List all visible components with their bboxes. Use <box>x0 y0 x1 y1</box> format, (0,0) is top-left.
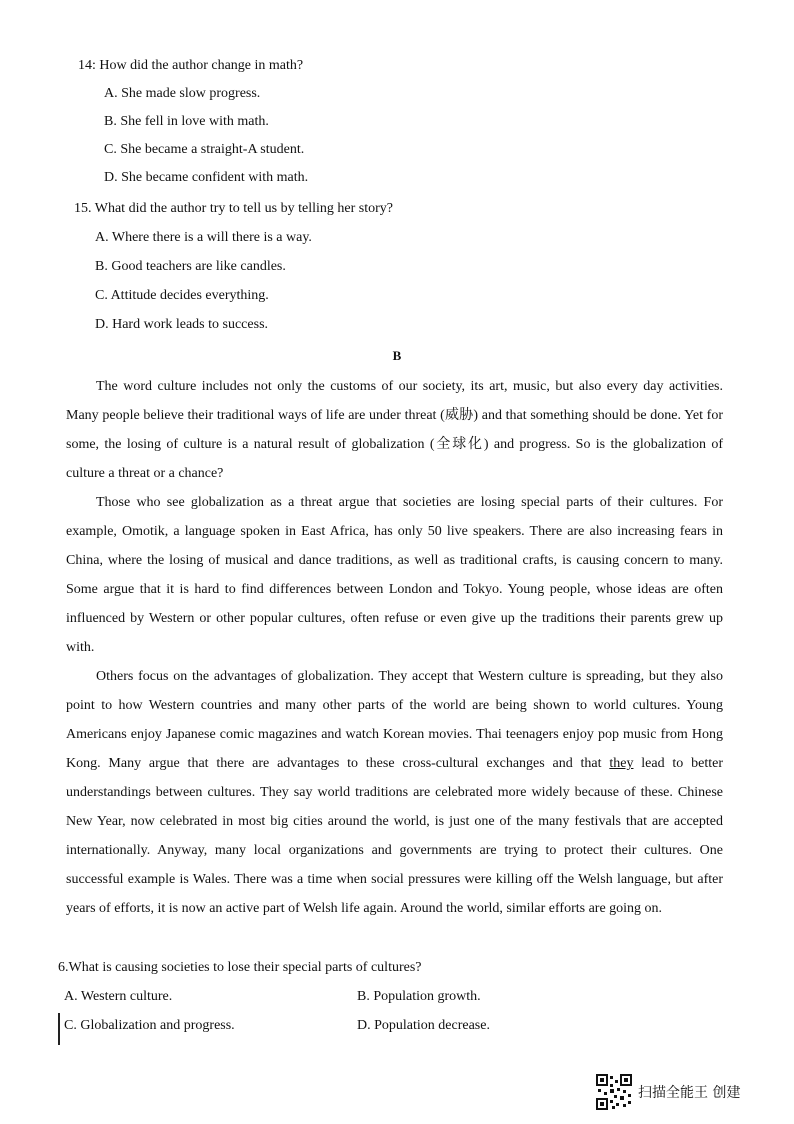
question-15-option-a: A. Where there is a will there is a way. <box>95 230 312 245</box>
passage-paragraph-3-start: Others focus on the advantages of globalization. They accept that Western culture is spreading, but they also point to how Western countries and many other parts of the world are being shown to world cultures. Young Americans enjoy Japanese comic magazines and watch Korean movies. Thai teenagers enjoy pop music from Hong Kong. Many argue that there are advantages to these cross-cultural exchanges and that <box>66 669 723 771</box>
question-14-option-b: B. She fell in love with math. <box>104 114 269 129</box>
question-16-option-a: A. Western culture. <box>64 989 173 1004</box>
question-15-option-d: D. Hard work leads to success. <box>95 317 269 332</box>
question-15-option-c: C. Attitude decides everything. <box>95 288 269 303</box>
qr-code-icon <box>596 1074 632 1110</box>
question-14-option-a: A. She made slow progress. <box>104 86 261 101</box>
scanner-watermark <box>596 1074 740 1110</box>
passage-paragraph-2: Those who see globalization as a threat argue that societies are losing special parts of their cultures. For example, Omotik, a language spoken in East Africa, has only 50 live speakers. There are also increasing fears in China, where the losing of musical and dance traditions, as well as traditional crafts, is causing concern to many. Some argue that it is hard to find differences between London and Tokyo. Young people, whose ideas are often influenced by Western or other popular cultures, often refuse or even give up the traditions their parents grew up with. <box>66 495 723 655</box>
question-16-option-d: D. Population decrease. <box>357 1018 490 1033</box>
question-16-option-c: C. Globalization and progress. <box>64 1018 235 1033</box>
underlined-word: they <box>609 756 634 771</box>
margin-mark <box>58 1013 60 1045</box>
question-14-option-d: D. She became confident with math. <box>104 170 309 185</box>
watermark-text: 扫描全能王 创建 <box>638 1085 741 1101</box>
passage <box>66 372 723 923</box>
question-14-stem: 14: How did the author change in math? <box>78 58 304 73</box>
question-16-option-b: B. Population growth. <box>357 989 481 1004</box>
passage-paragraph-3-end: lead to better understandings between cultures. They say world traditions are celebrated more widely because of these. Chinese New Year, now celebrated in most big cities around the world, is just one of the many festivals that are accepted internationally. Anyway, many local organizations and governments are trying to protect their cultures. One successful example is Wales. There was a time when social pressures were killing off the Welsh language, but after years of efforts, it is now an active part of Welsh life again. Around the world, similar efforts are going on. <box>66 756 723 916</box>
passage-paragraph-3 <box>66 662 723 923</box>
question-15-option-b: B. Good teachers are like candles. <box>95 259 286 274</box>
question-14-option-c: C. She became a straight-A student. <box>104 142 305 157</box>
passage-paragraph-1: The word culture includes not only the customs of our society, its art, music, but also every day activities. Many people believe their traditional ways of life are under threat (威胁) and that something should be done. Yet for some, the losing of culture is a natural result of globalization (全球化) and progress. So is the globalization of culture a threat or a chance? <box>66 379 723 481</box>
section-title: B <box>392 348 402 363</box>
question-16-stem: 6.What is causing societies to lose their special parts of cultures? <box>58 960 422 975</box>
question-15-stem: 15. What did the author try to tell us by telling her story? <box>74 201 393 216</box>
